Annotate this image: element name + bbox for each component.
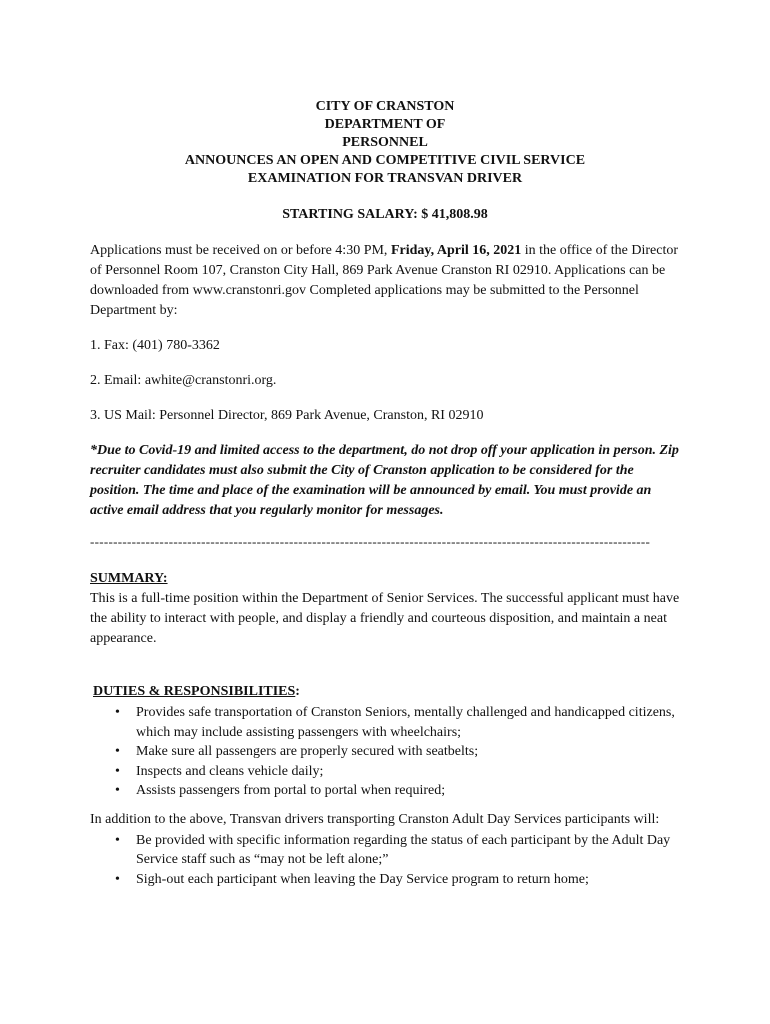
list-item: • Make sure all passengers are properly secured with seatbelts; [136, 742, 680, 762]
list-item: • Assists passengers from portal to portal when required; [136, 781, 680, 801]
header-department: DEPARTMENT OF [324, 117, 446, 132]
duties-heading-colon: : [295, 684, 300, 699]
summary-heading-text: SUMMARY: [90, 571, 168, 586]
list-item: • Be provided with specific information regarding the status of each participant by the Adult Day Service staff such as “may not be left alone;” [136, 831, 680, 870]
deadline-date: Friday, April 16, 2021 [390, 243, 522, 258]
header-announcement: ANNOUNCES AN OPEN AND COMPETITIVE CIVIL SERVICE [184, 153, 586, 168]
list-item: • Provides safe transportation of Cranston Seniors, mentally challenged and handicapped citizens, which may include assisting passengers with wheelchairs; [136, 703, 680, 742]
list-item: • Inspects and cleans vehicle daily; [136, 762, 680, 782]
duties-list [90, 703, 680, 801]
application-instructions [90, 241, 680, 321]
summary-heading [90, 569, 680, 589]
header-personnel: PERSONNEL [342, 135, 428, 150]
contact-mail: 3. US Mail: Personnel Director, 869 Park Avenue, Cranston, RI 02910 [90, 408, 484, 423]
header-city: CITY OF CRANSTON [315, 99, 455, 114]
dashed-divider: ------------------------------------------------------------------------------------------------------------------------- [90, 534, 651, 549]
additional-duties-intro: In addition to the above, Transvan drivers transporting Cranston Adult Day Services participants will: [90, 811, 660, 827]
duties-heading [90, 682, 680, 702]
intro-text-start: Applications must be received on or before 4:30 PM, [90, 243, 391, 258]
job-announcement [90, 98, 680, 889]
list-item: • Sigh-out each participant when leaving the Day Service program to return home; [136, 870, 680, 890]
contact-fax: 1. Fax: (401) 780-3362 [90, 338, 220, 353]
additional-duties-list [90, 831, 680, 890]
summary-text: This is a full-time position within the Department of Senior Services. The successful applicant must have the ability to interact with people, and display a friendly and courteous disposition, and maintain a neat appearance. [90, 591, 680, 646]
intro-text-end: in the office of the Director of Personnel Room 107, Cranston City Hall, 869 Park Avenue Cranston RI 02910. Applications can be downloaded from www.cranstonri.gov Completed applications may be submitted to the Personnel Department by: [90, 243, 679, 318]
announcement-header [90, 98, 680, 188]
contact-email: 2. Email: awhite@cranstonri.org. [90, 373, 277, 388]
header-exam-title: EXAMINATION FOR TRANSVAN DRIVER [247, 171, 523, 186]
covid-notice: *Due to Covid-19 and limited access to the department, do not drop off your application in person. Zip recruiter candidates must also submit the City of Cranston application to be considered for the position. The time and place of the examination will be announced by email. You must provide an active email address that you regularly monitor for messages. [90, 443, 679, 518]
starting-salary: STARTING SALARY: $ 41,808.98 [282, 207, 488, 222]
duties-heading-text: DUTIES & RESPONSIBILITIES [93, 684, 296, 699]
